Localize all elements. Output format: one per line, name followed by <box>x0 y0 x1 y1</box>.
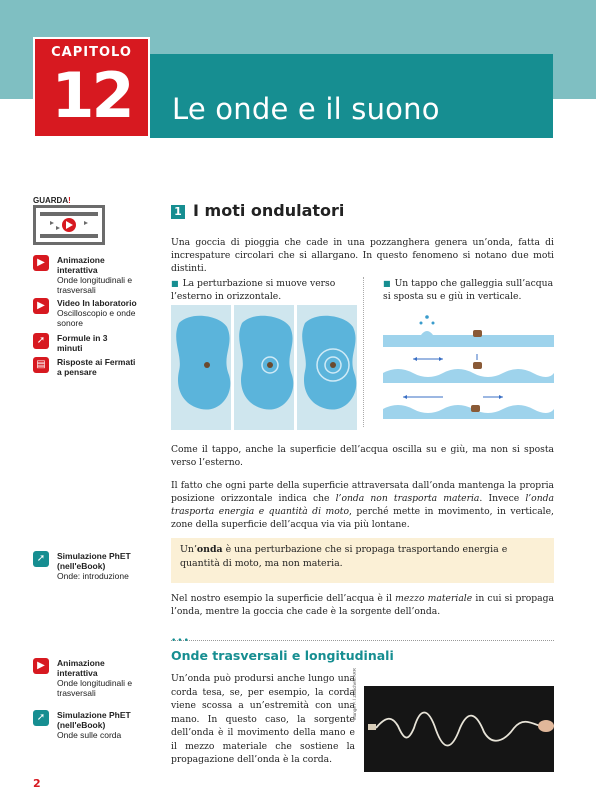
rope-wave-photo <box>364 686 554 772</box>
section-divider <box>171 640 554 641</box>
resource-link[interactable]: ▤ Risposte ai Fermati a pensare <box>33 357 143 377</box>
video-thumbnail[interactable] <box>33 205 105 245</box>
play-icon: ▶ <box>33 298 49 314</box>
section-title: I moti ondulatori <box>193 201 345 220</box>
subsection-paragraph: Un’onda può prodursi anche lungo una corda tesa, se, per esempio, la corda viene scossa a un’estremità con una mano. In questo caso, la sorgente dell’onda è il movimento della mano e il mezzo materiale che sostiene la propagazione dell’onda è la corda. <box>171 673 355 765</box>
divider-dots: ••• <box>171 636 190 646</box>
cursor-icon: ➚ <box>33 333 49 349</box>
subsection-title: Onde trasversali e longitudinali <box>171 648 394 663</box>
document-icon: ▤ <box>33 357 49 373</box>
chapter-label: CAPITOLO <box>51 45 132 60</box>
page-number: 2 <box>33 777 41 790</box>
play-icon: ▶ <box>33 255 49 271</box>
resource-link[interactable]: ➚ Simulazione PhET (nell'eBook) Onde: introduzione <box>33 551 143 581</box>
resource-link[interactable]: ➚ Formule in 3 minuti <box>33 333 143 353</box>
figure-caption-right: ■ Un tappo che galleggia sull’acqua si sposta su e giù in verticale. <box>383 278 554 302</box>
figure-divider <box>363 277 364 427</box>
cursor-icon: ➚ <box>33 551 49 567</box>
chapter-number: 12 <box>51 59 132 132</box>
resource-link[interactable]: ▶ Animazione interattiva Onde longitudinali e trasversali <box>33 658 143 698</box>
film-strip-icon <box>36 208 102 242</box>
resource-link[interactable]: ▶ Video In laboratorio Oscilloscopio e onde sonore <box>33 298 143 328</box>
guarda-label: GUARDA! <box>33 196 71 205</box>
chapter-badge <box>33 37 150 138</box>
resource-link[interactable]: ➚ Simulazione PhET (nell'eBook) Onde sulle corda <box>33 710 143 740</box>
cursor-icon: ➚ <box>33 710 49 726</box>
resource-link[interactable]: ▶ Animazione interattiva Onde longitudinali e trasversali <box>33 255 143 295</box>
floating-cork-figure <box>383 305 554 427</box>
figure-caption-left: ■ La perturbazione si muove verso l’esterno in orizzontale. <box>171 278 336 302</box>
paragraph-medium: Nel nostro esempio la superficie dell’acqua è il mezzo materiale in cui si propaga l’onda, mentre la goccia che cade è la sorgente dell’onda. <box>171 593 554 617</box>
section-number: 1 <box>171 205 185 219</box>
puddle-ripples-figure <box>171 305 357 430</box>
definition-box: Un’onda è una perturbazione che si propaga trasportando energia e quantità di moto, ma non materia. <box>171 538 554 583</box>
paragraph-energy: Il fatto che ogni parte della superficie attraversata dall’onda mantenga la propria posizione orizzontale indica che l’onda non trasporta materia. Invece l’onda trasporta energia e quantità di moto, perché mette in movimento, in verticale, zone della superficie dell’acqua via via più lontane. <box>171 480 554 530</box>
intro-paragraph: Una goccia di pioggia che cade in una pozzanghera genera un’onda, fatta di increspature circolari che si allargano. In questo fenomeno si notano due moti distinti. <box>171 237 554 274</box>
rope-wave-graphic <box>364 686 554 772</box>
play-icon: ▶ <box>33 658 49 674</box>
paragraph-cork: Come il tappo, anche la superficie dell’acqua oscilla su e giù, ma non si sposta verso l’esterno. <box>171 444 554 468</box>
photo-credit: Mango P. / Zanichelli ARR <box>352 668 357 720</box>
chapter-title: Le onde e il suono <box>172 92 440 126</box>
